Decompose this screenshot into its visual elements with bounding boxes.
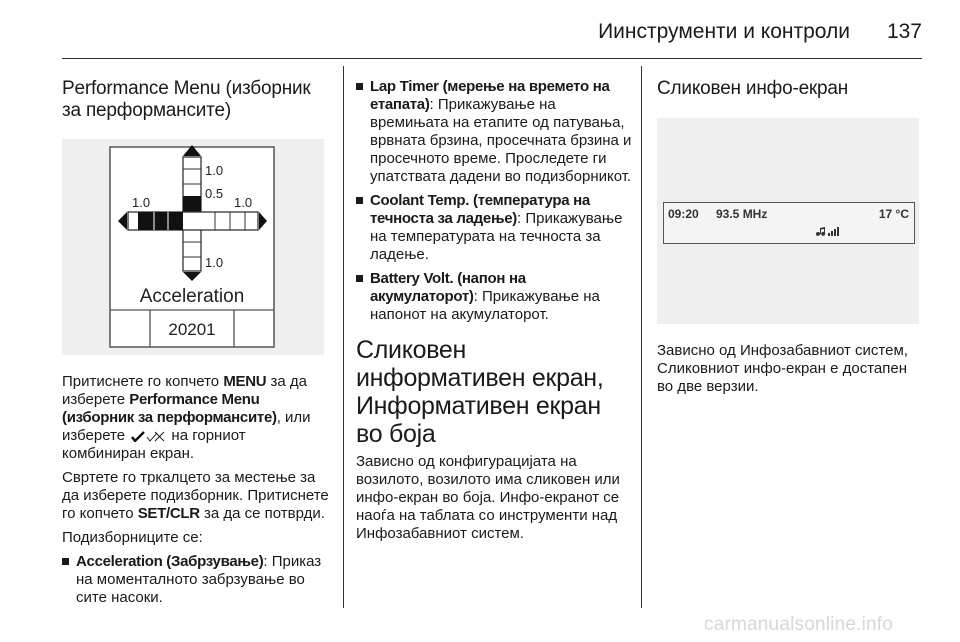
- section-heading-info-display: Сликовен информативен екран, Информативен екран во боја: [356, 336, 604, 448]
- header-rule: [62, 58, 922, 59]
- bullet-term: Lap Timer (мерење на времето на етапата): [370, 78, 610, 113]
- bullet-text: : Прикажување на напонот на акумулаторот.: [370, 288, 600, 323]
- display-outside-temp: 17 °C: [878, 207, 909, 221]
- gauge-value-top: 1.0: [205, 163, 224, 178]
- section-heading-performance-menu: Performance Menu (изборник за перформансите): [62, 78, 311, 121]
- check-cross-icon: [131, 431, 165, 442]
- g-force-label: G: [187, 214, 198, 229]
- music-signal-icon: [816, 227, 840, 237]
- text-run: на горниот комбиниран екран.: [62, 427, 246, 462]
- text-run: , или изберете: [62, 409, 311, 444]
- bullet-acceleration: [62, 553, 330, 607]
- bullet-term: Acceleration (Забрзување): [76, 553, 264, 570]
- info-display-screen: [663, 202, 915, 244]
- bullet-text: : Прикажување на времињата на етапите од патувања, врвната брзина, просечната брзина и просечното време. Проследете ги упатствата дадени во подизборникот.: [370, 96, 632, 185]
- gauge-value-bottom: 1.0: [205, 255, 224, 270]
- bullet-coolant-temp: [356, 192, 632, 264]
- gauge-value-upper-mid: 0.5: [205, 186, 224, 201]
- bullet-term: Battery Volt. (напон на акумулаторот): [370, 270, 526, 305]
- section-heading-graphic-info-display: Сликовен инфо-екран: [657, 78, 849, 99]
- column-divider-1: [343, 66, 344, 608]
- bullet-battery-volt: [356, 270, 632, 324]
- display-code: 20201: [168, 320, 216, 339]
- page-header: [62, 18, 922, 58]
- acceleration-title: Acceleration: [139, 286, 245, 307]
- paragraph-submenus-intro: Подизборниците се:: [62, 529, 203, 546]
- display-time: 09:20: [668, 207, 699, 221]
- paragraph-info-display: Зависно од конфигурацијата на возилото, возилото има сликовен или инфо-екран во боја. Инфо-екранот се наоѓа на таблата со инструменти над Инфозабавниот систем.: [356, 453, 620, 542]
- acceleration-display-graphic: [62, 139, 324, 355]
- column-divider-2: [641, 66, 642, 608]
- paragraph-graphic-info-display: Зависно од Инфозабавниот систем, Сликовниот инфо-екран е достапен во две верзии.: [657, 342, 908, 395]
- column-1: [62, 78, 330, 607]
- text-run: за да изберете: [62, 373, 307, 408]
- bullet-term: Coolant Temp. (температура на течноста за ладење): [370, 192, 590, 227]
- graphic-info-display-figure: [657, 118, 919, 324]
- display-radio-frequency: 93.5 MHz: [716, 207, 768, 221]
- bullet-text: : Приказ на моменталното забрзување во сите насоки.: [76, 553, 322, 606]
- text-run: Свртете го тркалцето за местење за да изберете подизборник. Притиснете го копчето: [62, 469, 329, 522]
- paragraph-menu-instructions: [62, 373, 330, 463]
- gauge-value-right: 1.0: [234, 195, 253, 210]
- bullet-text: : Прикажување на температурата на течноста за ладење.: [370, 210, 623, 263]
- performance-menu-term: Performance Menu (изборник за перформансите): [62, 391, 277, 426]
- set-clr-button-name: SET/CLR: [137, 505, 200, 522]
- page-number: 137: [886, 20, 922, 43]
- text-run: Притиснете го копчето: [62, 373, 224, 390]
- column-3: [657, 78, 927, 396]
- bullet-lap-timer: [356, 78, 632, 186]
- watermark: carmanualsonline.info: [704, 614, 894, 635]
- column-2: [356, 78, 632, 543]
- paragraph-submenu-instructions: [62, 469, 330, 523]
- gauge-value-left: 1.0: [132, 195, 151, 210]
- text-run: за да се потврди.: [199, 505, 325, 522]
- performance-acceleration-figure: [62, 139, 324, 355]
- header-title: Иинструменти и контроли: [598, 20, 850, 43]
- menu-button-name: MENU: [223, 373, 267, 390]
